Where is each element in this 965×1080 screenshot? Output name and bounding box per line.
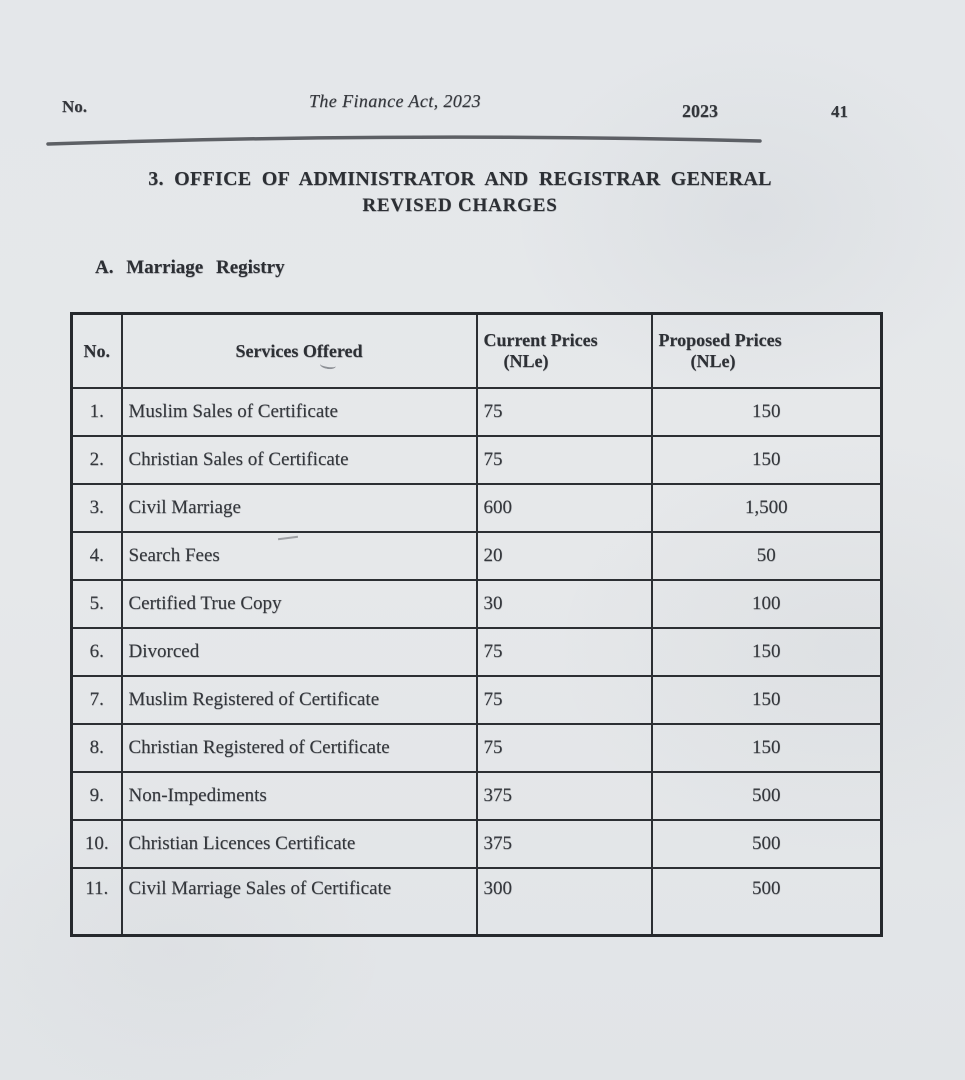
table-row — [72, 820, 882, 868]
proposed-price: 500 — [652, 868, 882, 936]
service-name: Christian Registered of Certificate — [122, 724, 477, 772]
service-name: Muslim Sales of Certificate — [122, 388, 477, 436]
row-number: 11. — [72, 868, 122, 936]
row-number: 10. — [72, 820, 122, 868]
table-row — [72, 388, 882, 436]
table-row — [72, 580, 882, 628]
col-header-current-prices — [477, 314, 652, 389]
current-price: 75 — [477, 628, 652, 676]
row-number: 7. — [72, 676, 122, 724]
row-number: 3. — [72, 484, 122, 532]
service-name: Christian Licences Certificate — [122, 820, 477, 868]
table-row — [72, 676, 882, 724]
proposed-price: 150 — [652, 388, 882, 436]
service-name: Non-Impediments — [122, 772, 477, 820]
service-name: Certified True Copy — [122, 580, 477, 628]
header-page-number: 41 — [831, 102, 848, 121]
proposed-price: 150 — [652, 676, 882, 724]
table-body — [72, 388, 882, 936]
col-header-current-line1: Current Prices — [483, 330, 598, 350]
proposed-price: 500 — [652, 772, 882, 820]
header-no-label: No. — [62, 97, 88, 116]
current-price: 375 — [477, 772, 652, 820]
proposed-price: 50 — [652, 532, 882, 580]
proposed-price: 150 — [652, 724, 882, 772]
proposed-price: 150 — [652, 436, 882, 484]
current-price: 75 — [477, 388, 652, 436]
current-price: 75 — [477, 676, 652, 724]
table-header-row — [72, 314, 882, 389]
table-row — [72, 484, 882, 532]
current-price: 20 — [477, 532, 652, 580]
proposed-price: 1,500 — [652, 484, 882, 532]
proposed-price: 100 — [652, 580, 882, 628]
row-number: 6. — [72, 628, 122, 676]
subsection-heading: A. Marriage Registry — [95, 257, 285, 278]
current-price: 75 — [477, 436, 652, 484]
row-number: 5. — [72, 580, 122, 628]
col-header-no: No. — [72, 314, 122, 389]
current-price: 375 — [477, 820, 652, 868]
header-year: 2023 — [682, 101, 718, 121]
current-price: 75 — [477, 724, 652, 772]
col-header-proposed-unit: (NLe) — [690, 351, 736, 371]
col-header-services — [122, 314, 477, 389]
current-price: 30 — [477, 580, 652, 628]
proposed-price: 500 — [652, 820, 882, 868]
charges-table — [70, 312, 883, 937]
service-name: Search Fees — [122, 532, 477, 580]
header-rule — [42, 129, 767, 151]
section-heading-line1: 3. OFFICE OF ADMINISTRATOR AND REGISTRAR GENERAL — [148, 168, 772, 190]
row-number: 8. — [72, 724, 122, 772]
table-row — [72, 436, 882, 484]
service-name: Christian Sales of Certificate — [122, 436, 477, 484]
table-row — [72, 868, 882, 936]
proposed-price: 150 — [652, 628, 882, 676]
col-header-services-label: Services Offered — [235, 340, 363, 361]
table-row — [72, 772, 882, 820]
table-header — [72, 314, 882, 389]
col-header-proposed-line1: Proposed Prices — [658, 330, 782, 350]
table-row — [72, 532, 882, 580]
row-number: 1. — [72, 388, 122, 436]
col-header-current-unit: (NLe) — [503, 351, 549, 371]
col-header-proposed-prices — [652, 314, 882, 389]
service-name: Civil Marriage — [122, 484, 477, 532]
row-number: 2. — [72, 436, 122, 484]
pen-squiggle-mark — [320, 360, 337, 370]
service-name: Divorced — [122, 628, 477, 676]
row-number: 9. — [72, 772, 122, 820]
service-name: Muslim Registered of Certificate — [122, 676, 477, 724]
current-price: 600 — [477, 484, 652, 532]
table-row — [72, 724, 882, 772]
current-price: 300 — [477, 868, 652, 936]
table-row — [72, 628, 882, 676]
section-heading — [55, 168, 865, 217]
row-number: 4. — [72, 532, 122, 580]
header-journal-title: The Finance Act, 2023 — [308, 91, 482, 111]
service-name: Civil Marriage Sales of Certificate — [122, 868, 477, 936]
section-heading-line2: REVISED CHARGES — [362, 195, 558, 216]
